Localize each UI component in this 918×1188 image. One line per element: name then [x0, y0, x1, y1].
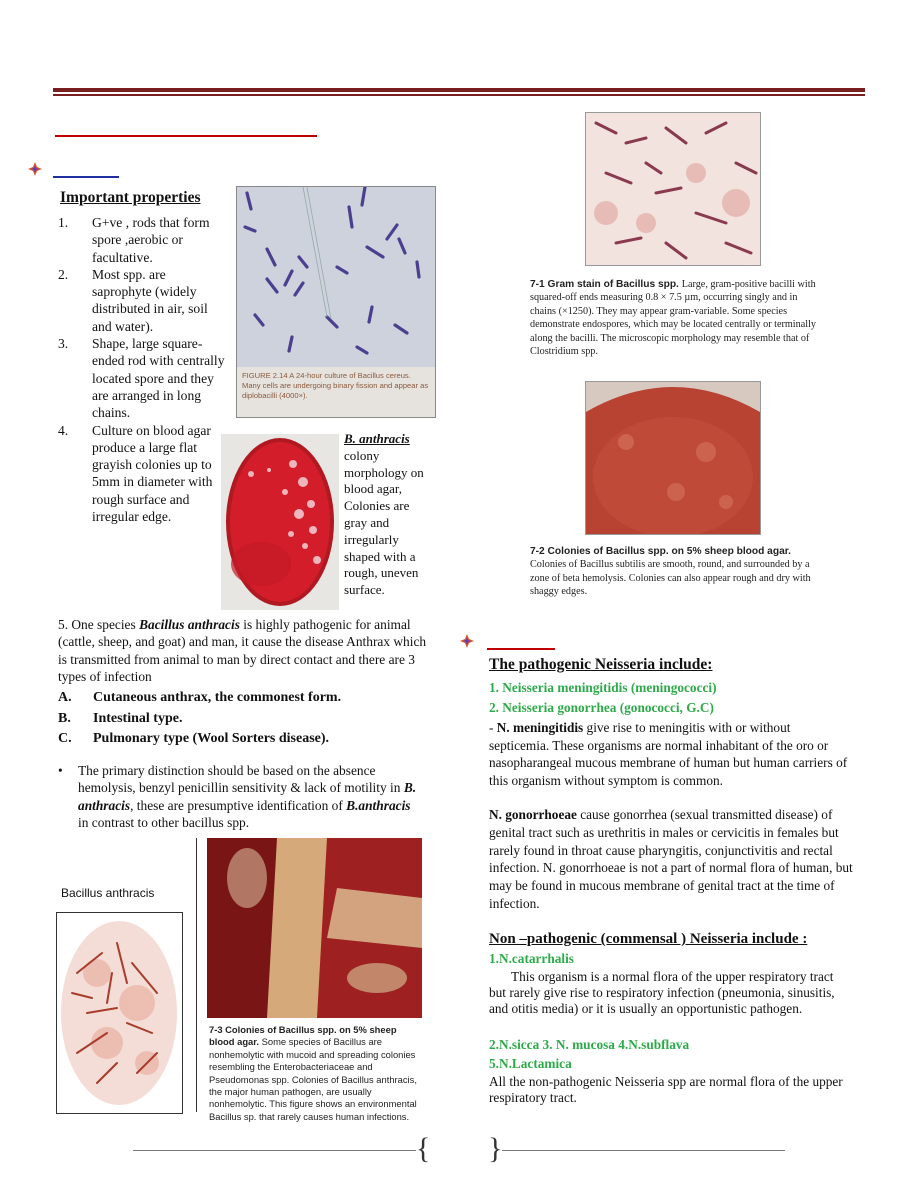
diamond-bullet-icon [28, 162, 42, 176]
heading-blank-underline [53, 176, 119, 178]
closing-paragraph: All the non-pathogenic Neisseria spp are normal flora of the upper respiratory tract. [489, 1074, 843, 1105]
footer-rule-left [133, 1150, 416, 1151]
other-species-line: 2.N.sicca 3. N. mucosa 4.N.subflava [489, 1037, 690, 1052]
list-item: C. Pulmonary type (Wool Sorters disease). [58, 731, 330, 746]
neisseria-pathogenic-heading: The pathogenic Neisseria include: [489, 656, 713, 673]
anthracis-colony-caption: B. anthracis colony morphology on blood agar, Colonies are gray and irregularly shaped with a rough, uneven surface. [344, 431, 424, 598]
list-item: 3. Shape, large square-ended rod with centrally located spore and they are arranged in long chains. [58, 336, 225, 421]
catarrhalis-paragraph: This organism is a normal flora of the upper respiratory tract but rarely give rise to respiratory infection (pneumonia, sinusitis, and otitis media) or it is usually an opportunistic pathogen. [489, 969, 835, 1016]
diamond-bullet-icon [460, 634, 474, 648]
figure-caption: 7-3 Colonies of Bacillus spp. on 5% sheep blood agar. Some species of Bacillus are nonhemolytic with mucoid and spreading colonies resembling the Enterobacteriaceae and Pseudomonas spp. Colonies of Bacillus anthracis, the major human pathogen, are usually nonhemolytic. This figure shows an environmental Bacillus sp. that rarely causes human infections. [209, 1024, 417, 1122]
figure-caption: FIGURE 2.14 A 24-hour culture of Bacillus cereus. Many cells are undergoing binary fission and appear as diplobacilli (4000×). [237, 367, 435, 417]
bacillus-colonies-plate-image [585, 381, 761, 535]
bacillus-anthracis-label: Bacillus anthracis [61, 886, 155, 900]
list-item: 4. Culture on blood agar produce a large flat grayish colonies up to 5mm in diameter with rough surface and irregular edge. [58, 422, 213, 525]
figure-7-2-caption: 7-2 Colonies of Bacillus spp. on 5% sheep blood agar. Colonies of Bacillus subtilis are smooth, round, and surrounded by a zone of beta hemolysis. Colonies can also appear rough and dry with shaggy edges. [530, 546, 811, 598]
figure-7-3 [196, 838, 427, 1122]
primary-distinction-paragraph: • The primary distinction should be based on the absence hemolysis, benzyl penicillin sensitivity & lack of motility in B. anthracis, these are presumptive identification of B.anthracis in contrast to other bacillus spp. [58, 763, 417, 830]
gram-stain-micrograph [585, 112, 761, 266]
blood-agar-plate-image [221, 434, 339, 610]
section-underline [55, 135, 317, 137]
blood-agar-colonies-image [207, 838, 422, 1018]
meningitidis-paragraph: - N. meningitidis give rise to meningitis with or without septicemia. These organisms are normal inhabitant of the oro or nasopharangeal mucous membrane of human but human carriers of this organism without symptom is common. [489, 720, 848, 788]
infection-types-list [58, 688, 341, 750]
bacillus-cereus-micrograph [236, 186, 436, 418]
pathogen-item: 1. Neisseria meningitidis (meningococci) [489, 680, 717, 695]
header-rule [53, 88, 865, 92]
heading-blank-underline [487, 648, 555, 650]
item-5-paragraph: 5. One species Bacillus anthracis is highly pathogenic for animal (cattle, sheep, and goat) and man, it cause the disease Anthrax which is transmitted from animal to man by direct contact and there are 3 types of infection [58, 617, 427, 684]
catarrhalis-title: 1.N.catarrhalis [489, 951, 574, 966]
footer-right-brace: } [488, 1132, 503, 1165]
properties-list [58, 214, 228, 525]
bacillus-anthracis-stain-image [56, 912, 183, 1114]
pathogen-item: 2. Neisseria gonorrhea (gonococci, G.C) [489, 700, 714, 715]
properties-heading: Important properties [60, 189, 201, 206]
header-rule-thin [53, 94, 865, 96]
list-item: A. Cutaneous anthrax, the commonest form. [58, 690, 342, 705]
non-pathogenic-heading: Non –pathogenic (commensal ) Neisseria include : [489, 931, 808, 947]
list-item: 1. G+ve , rods that form spore ,aerobic or facultative. [58, 215, 210, 265]
gonorrhoeae-paragraph: N. gonorrhoeae cause gonorrhea (sexual transmitted disease) of genital tract such as urethritis in males or cervicitis in females but rarely found in throat cause pharyngitis, conjunctivitis and rectal infection. N. gonorrhoeae is not a part of normal flora of human, but may be found in mucous membrane of genital tract at the time of infection. [489, 807, 853, 911]
list-item: 2. Most spp. are saprophyte (widely distributed in air, soil and water). [58, 266, 208, 334]
footer-rule-right [502, 1150, 785, 1151]
list-item: B. Intestinal type. [58, 710, 183, 726]
other-species-line: 5.N.Lactamica [489, 1056, 572, 1071]
footer-left-brace: { [416, 1132, 431, 1165]
figure-7-1-caption: 7-1 Gram stain of Bacillus spp. Large, gram-positive bacilli with squared-off ends measuring 0.8 × 7.5 µm, occurring singly and in chains (×1250). They may appear gram-variable. Some species demonstrate endospores, which may be located centrally or terminally along the bacilli. The microscopic morphology may resemble that of Clostridium spp. [530, 279, 817, 358]
